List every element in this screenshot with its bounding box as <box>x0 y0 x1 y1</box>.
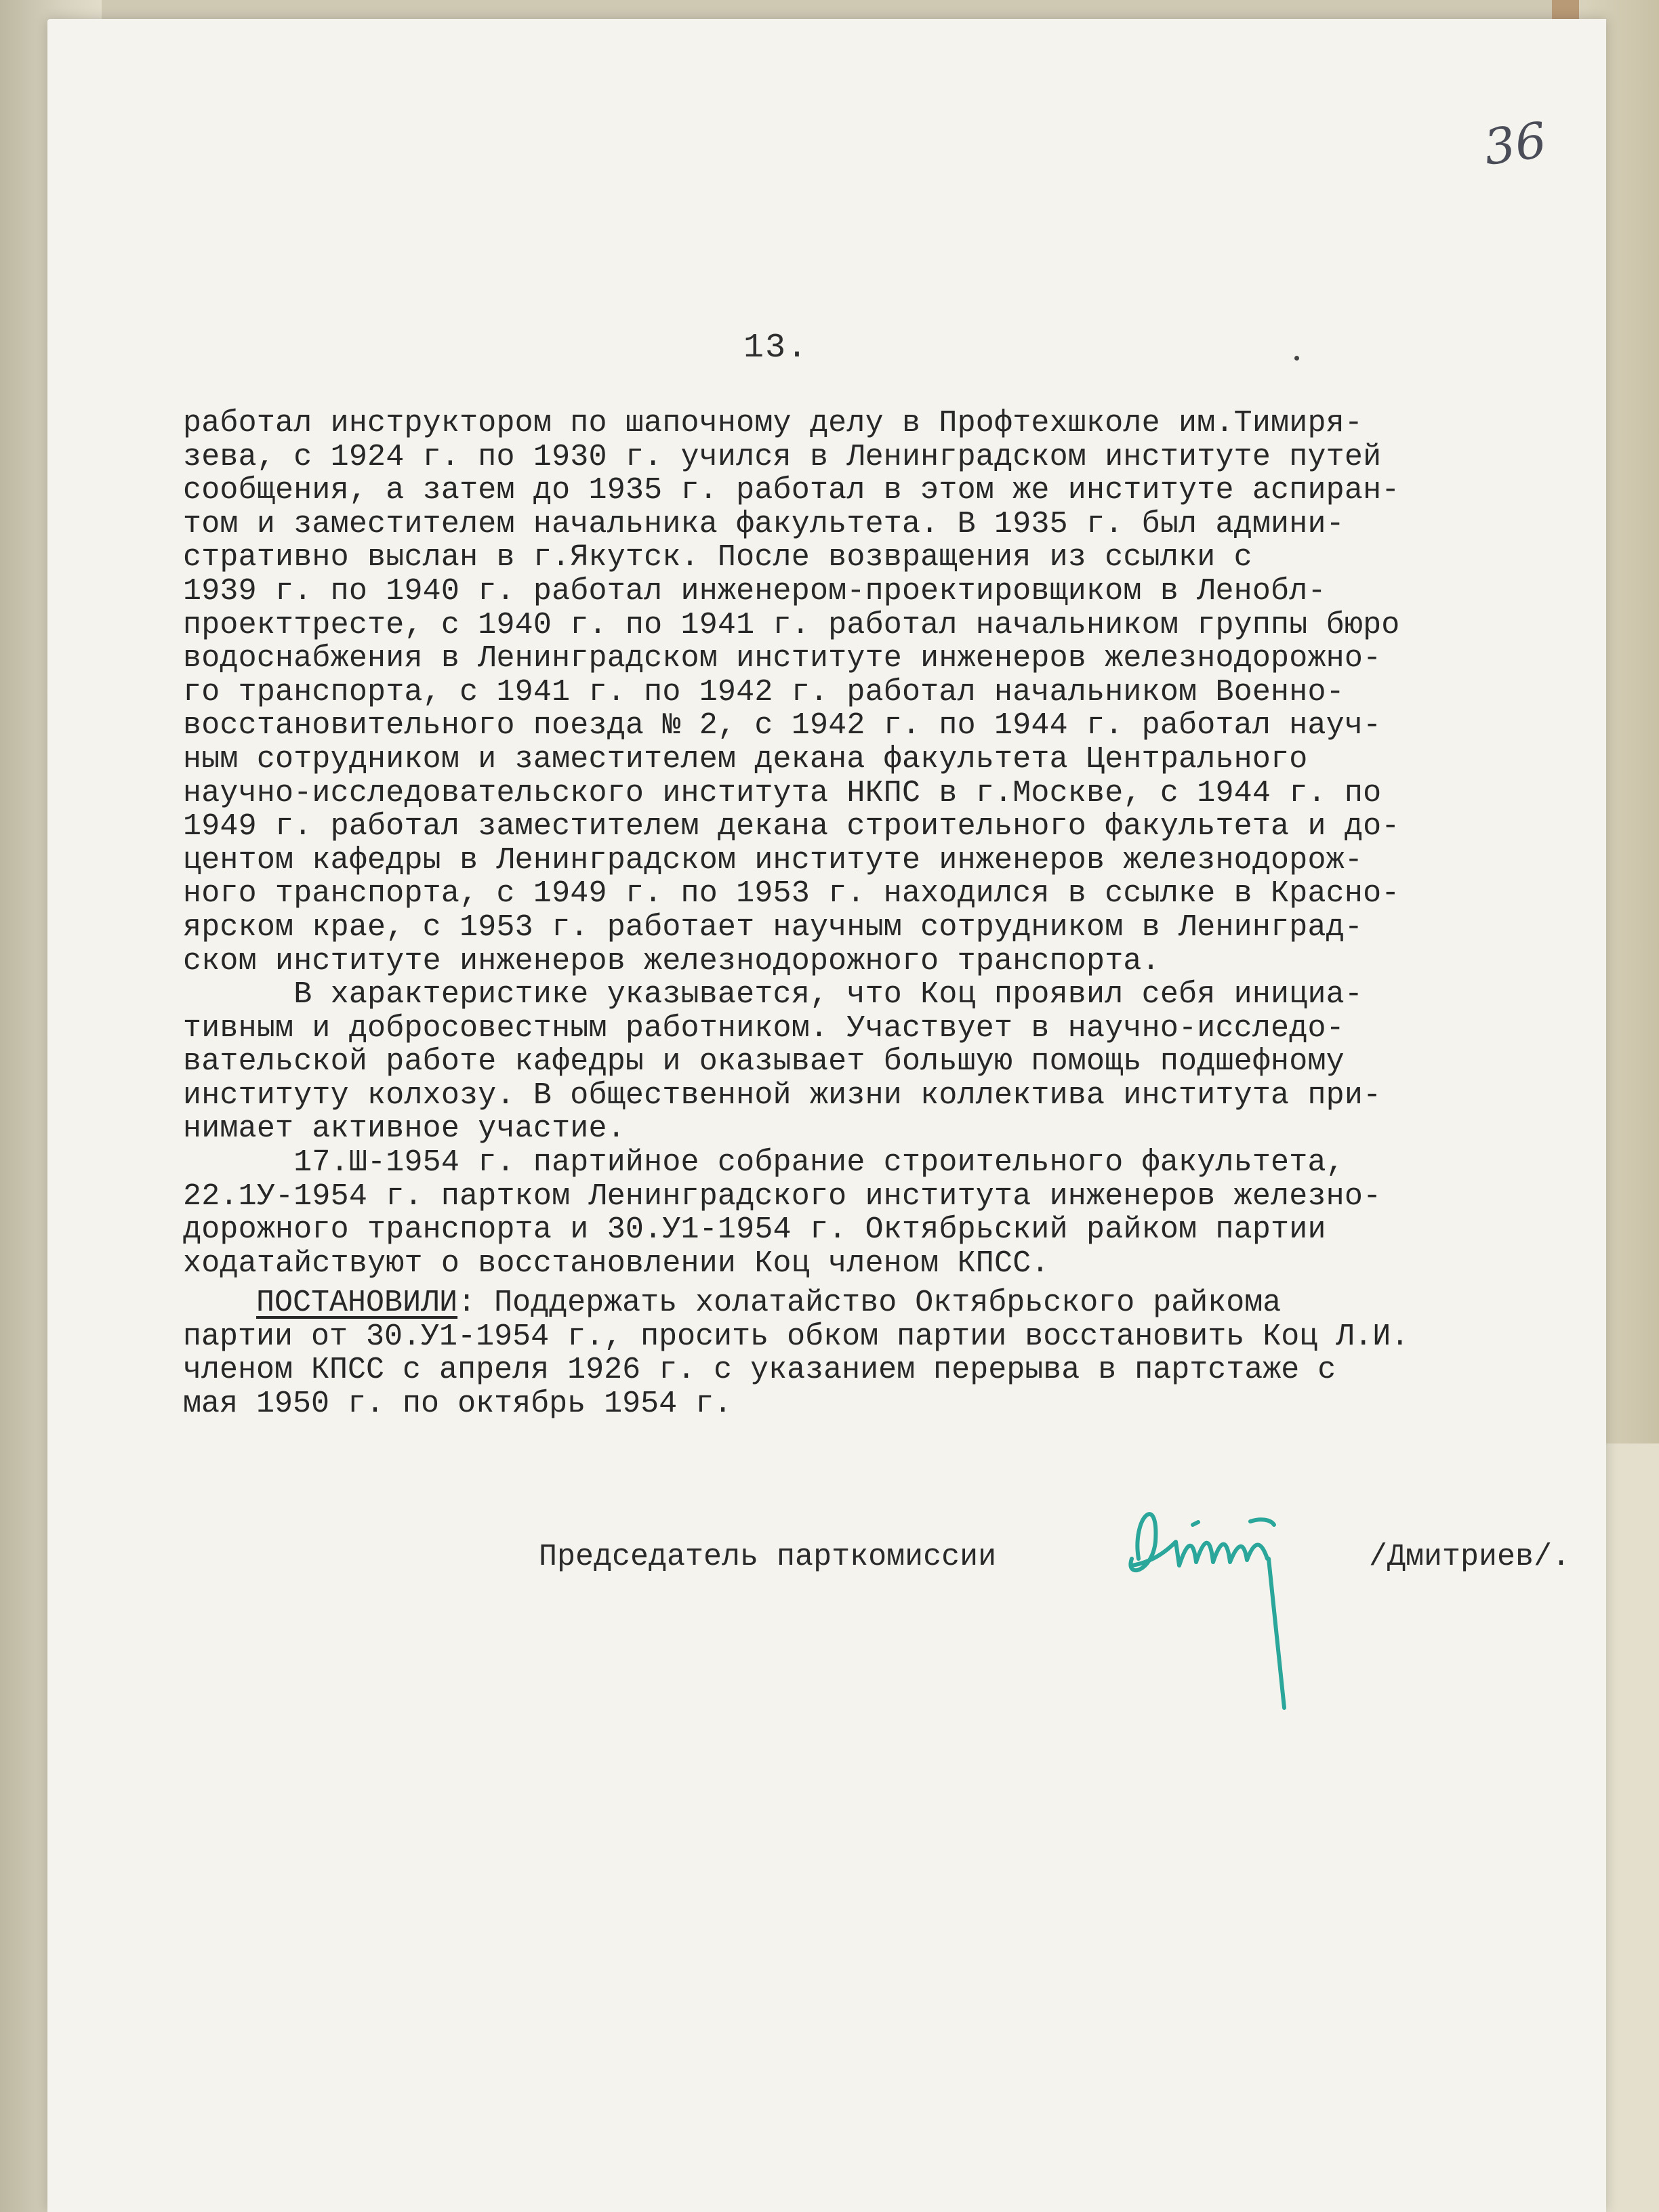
body-line: ного транспорта, с 1949 г. по 1953 г. находился в ссылке в Красно- <box>183 876 1400 912</box>
resolution-first-line <box>183 1286 1538 1320</box>
body-text <box>183 407 1511 1280</box>
body-line: В характеристике указывается, что Коц проявил себя инициа- <box>183 977 1364 1012</box>
body-line: зева, с 1924 г. по 1930 г. учился в Ленинградском институте путей <box>183 439 1382 474</box>
body-line: ходатайствуют о восстановлении Коц членом КПСС. <box>183 1246 1050 1281</box>
body-line: сообщения, а затем до 1935 г. работал в этом же институте аспиран- <box>183 473 1400 508</box>
body-line: 1949 г. работал заместителем декана строительного факультета и до- <box>183 809 1400 844</box>
resolution-first-line-text: : Поддержать холатайство Октябрьского райкома <box>457 1286 1282 1320</box>
signatory-title: Председатель парткомиссии <box>539 1540 997 1574</box>
signatory-name: /Дмитриев/. <box>1369 1540 1571 1574</box>
body-line: стративно выслан в г.Якутск. После возвращения из ссылки с <box>183 540 1252 575</box>
body-line: нимает активное участие. <box>183 1111 626 1147</box>
stray-dot-mark <box>1294 356 1299 361</box>
body-line: го транспорта, с 1941 г. по 1942 г. работал начальником Военно- <box>183 674 1345 710</box>
handwritten-signature <box>1111 1477 1315 1721</box>
body-line: институту колхозу. В общественной жизни коллектива института при- <box>183 1078 1382 1113</box>
body-line: водоснабжения в Ленинградском институте инженеров железнодорожно- <box>183 641 1382 676</box>
body-line: ярском крае, с 1953 г. работает научным сотрудником в Ленинград- <box>183 909 1364 945</box>
body-line: вательской работе кафедры и оказывает большую помощь подшефному <box>183 1044 1345 1080</box>
body-line: тивным и добросовестным работником. Участвует в научно-исследо- <box>183 1010 1345 1046</box>
body-line: дорожного транспорта и 30.У1-1954 г. Октябрьский райком партии <box>183 1212 1326 1248</box>
page-number: 13. <box>743 329 809 367</box>
resolution-line: мая 1950 г. по октябрь 1954 г. <box>183 1386 733 1421</box>
body-line: работал инструктором по шапочному делу в Профтехшколе им.Тимиря- <box>183 406 1364 441</box>
resolution-line: членом КПСС с апреля 1926 г. с указанием перерыва в партстаже с <box>183 1353 1336 1388</box>
body-line: центом кафедры в Ленинградском институте инженеров железнодорож- <box>183 842 1364 878</box>
body-line: проекттресте, с 1940 г. по 1941 г. работал начальником группы бюро <box>183 607 1400 642</box>
body-line: ным сотрудником и заместителем декана факультета Центрального <box>183 741 1308 777</box>
resolution-block <box>183 1286 1538 1420</box>
resolution-keyword: ПОСТАНОВИЛИ <box>256 1286 458 1320</box>
body-line: восстановительного поезда № 2, с 1942 г. по 1944 г. работал науч- <box>183 708 1382 743</box>
archive-page-number: 36 <box>1480 111 1551 176</box>
body-line: 1939 г. по 1940 г. работал инженером-проектировщиком в Ленобл- <box>183 573 1326 609</box>
body-line: научно-исследовательского института НКПС в г.Москве, с 1944 г. по <box>183 775 1382 811</box>
resolution-line: партии от 30.У1-1954 г., просить обком партии восстановить Коц Л.И. <box>183 1319 1410 1354</box>
body-line: 17.Ш-1954 г. партийное собрание строительного факультета, <box>183 1145 1345 1181</box>
body-line: том и заместителем начальника факультета. В 1935 г. был админи- <box>183 506 1345 541</box>
body-line: 22.1У-1954 г. партком Ленинградского института инженеров железно- <box>183 1179 1382 1214</box>
body-line: ском институте инженеров железнодорожного транспорта. <box>183 943 1160 979</box>
